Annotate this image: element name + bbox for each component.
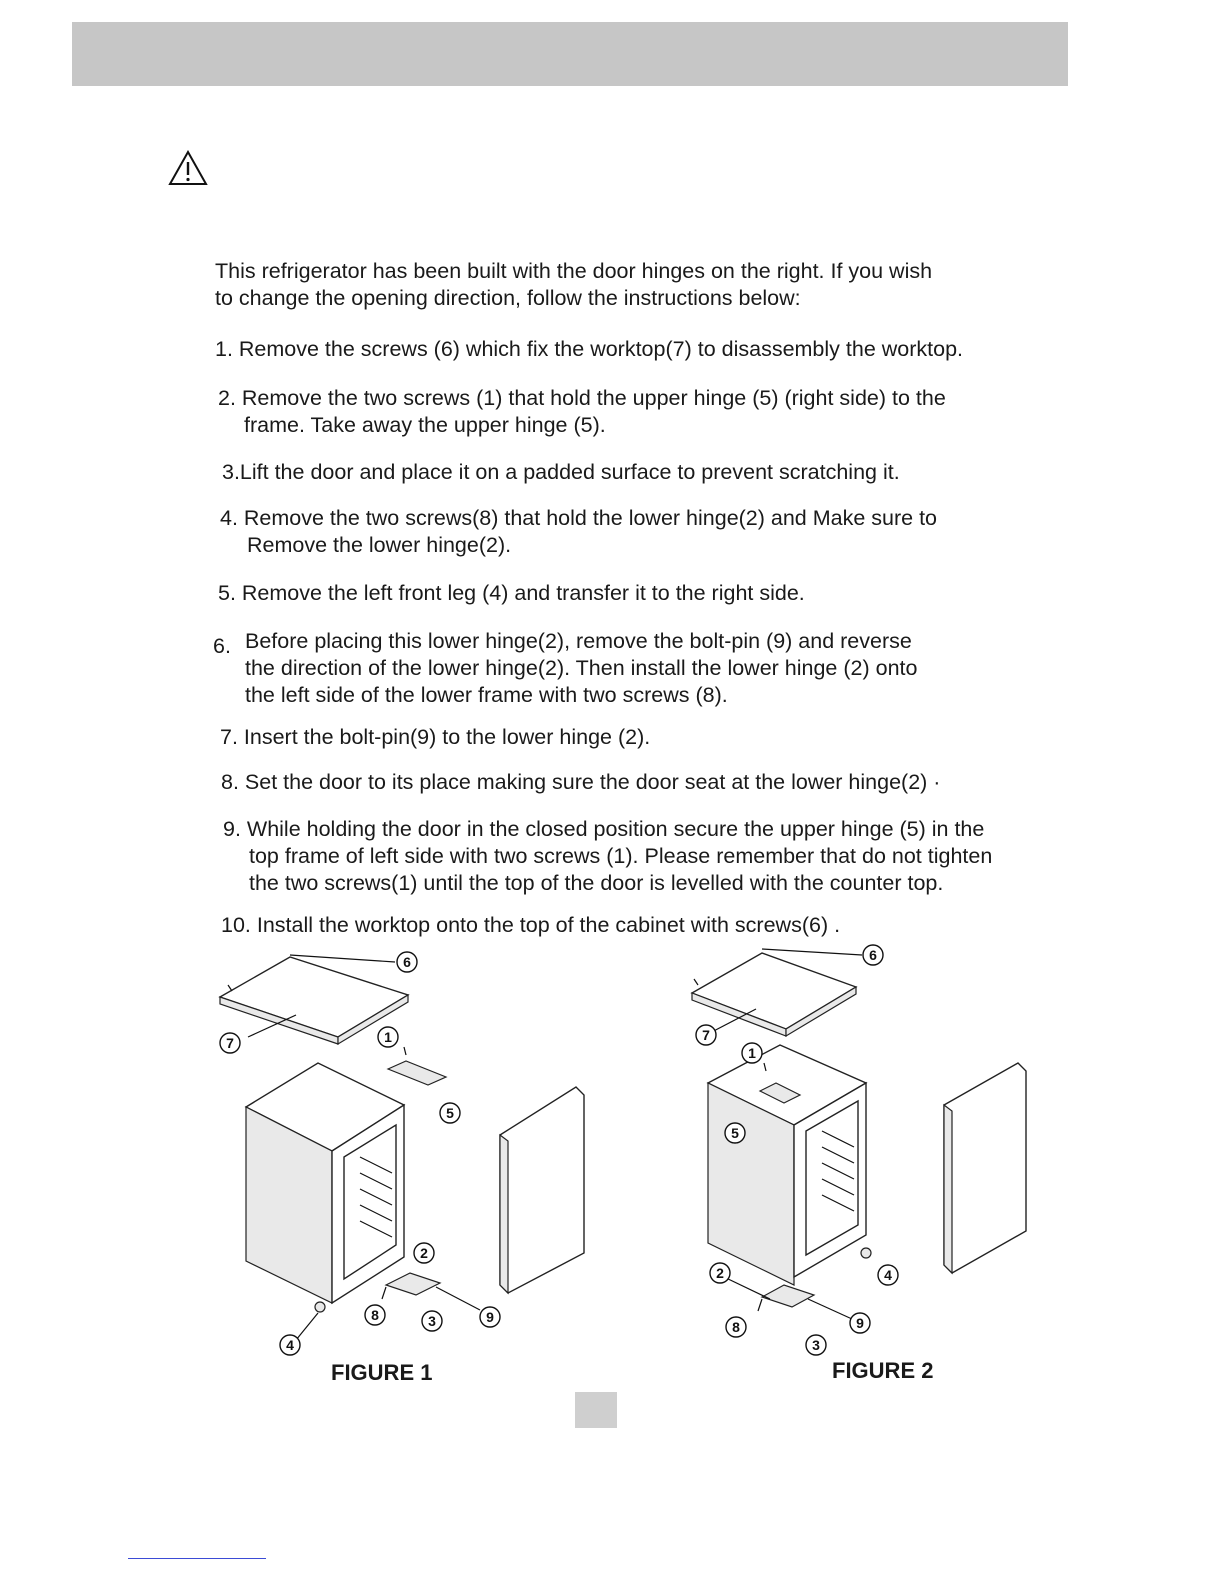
fig2-callout-8 [726,1317,746,1337]
figure-1-caption: FIGURE 1 [331,1360,433,1385]
step-9-line-1: 9. While holding the door in the closed position secure the upper hinge (5) in the [223,817,985,841]
fig2-callout-6 [863,945,883,965]
fig2-callout-3 [806,1335,826,1355]
svg-text:8: 8 [732,1319,740,1335]
figure-2-caption: FIGURE 2 [832,1358,934,1383]
header-bar [72,22,1068,86]
fig2-callout-9 [850,1313,870,1333]
step-4-line-1: 4. Remove the two screws(8) that hold the lower hinge(2) and Make sure to [220,506,938,530]
fig2-callout-4 [878,1265,898,1285]
fig1-callout-3 [422,1311,442,1331]
step-6-line-1: Before placing this lower hinge(2), remove the bolt-pin (9) and reverse [245,629,912,653]
fig1-callout-5 [440,1103,460,1123]
svg-text:9: 9 [856,1315,864,1331]
step-6-line-2: the direction of the lower hinge(2). Then install the lower hinge (2) onto [245,656,918,680]
svg-text:1: 1 [748,1045,756,1061]
intro-line-2: to change the opening direction, follow the instructions below: [215,286,801,310]
svg-text:7: 7 [226,1035,234,1051]
page-number-box [575,1392,617,1428]
fig1-callout-1 [378,1027,398,1047]
svg-text:6: 6 [403,954,411,970]
svg-text:5: 5 [731,1125,739,1141]
step-5: 5. Remove the left front leg (4) and transfer it to the right side. [218,581,805,605]
step-10: 10. Install the worktop onto the top of the cabinet with screws(6) . [221,913,841,937]
svg-text:4: 4 [286,1337,294,1353]
step-6-number: 6. [213,634,231,658]
step-9-line-3: the two screws(1) until the top of the door is levelled with the counter top. [249,871,944,895]
fig1-callout-4 [280,1335,300,1355]
fig1-callout-6 [397,952,417,972]
svg-text:3: 3 [812,1337,820,1353]
fig1-callout-8 [365,1305,385,1325]
svg-text:1: 1 [384,1029,392,1045]
figure-1-diagram [210,945,610,1365]
svg-text:8: 8 [371,1307,379,1323]
fig2-callout-1 [742,1043,762,1063]
svg-text:7: 7 [702,1027,710,1043]
svg-text:4: 4 [884,1267,892,1283]
fig2-callout-2 [710,1263,730,1283]
svg-text:5: 5 [446,1105,454,1121]
fig2-callout-7 [696,1025,716,1045]
svg-text:2: 2 [716,1265,724,1281]
fig2-callout-5 [725,1123,745,1143]
step-4-line-2: Remove the lower hinge(2). [247,533,512,557]
step-2-line-1: 2. Remove the two screws (1) that hold the upper hinge (5) (right side) to the [218,386,946,410]
svg-text:2: 2 [420,1245,428,1261]
svg-text:6: 6 [869,947,877,963]
intro-line-1: This refrigerator has been built with the door hinges on the right. If you wish [215,259,933,283]
warning-icon [168,150,208,186]
fig1-callout-9 [480,1307,500,1327]
footer-line [128,1558,266,1559]
step-7: 7. Insert the bolt-pin(9) to the lower hinge (2). [220,725,651,749]
step-8: 8. Set the door to its place making sure the door seat at the lower hinge(2) · [221,770,941,794]
step-6-line-3: the left side of the lower frame with two screws (8). [245,683,728,707]
step-3: 3.Lift the door and place it on a padded surface to prevent scratching it. [222,460,900,484]
step-1: 1. Remove the screws (6) which fix the worktop(7) to disassembly the worktop. [215,337,964,361]
step-2-line-2: frame. Take away the upper hinge (5). [244,413,606,437]
svg-text:3: 3 [428,1313,436,1329]
fig1-callout-2 [414,1243,434,1263]
figure-2-diagram [680,935,1080,1355]
svg-text:9: 9 [486,1309,494,1325]
step-9-line-2: top frame of left side with two screws (1). Please remember that do not tighten [249,844,993,868]
fig1-callout-7 [220,1033,240,1053]
